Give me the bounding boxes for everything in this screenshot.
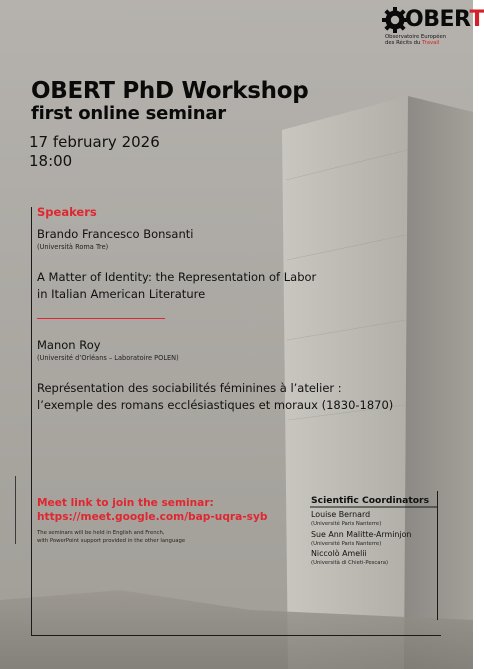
- speaker-name: Manon Roy: [37, 338, 101, 352]
- speaker-affiliation: (Université d’Orléans – Laboratoire POLEN): [37, 354, 179, 362]
- meeting-link[interactable]: https://meet.google.com/bap-uqra-syb: [37, 511, 268, 523]
- bottom-frame-line: [31, 635, 441, 636]
- coordinator-name: Louise Bernard: [311, 510, 371, 519]
- coordinator-name: Sue Ann Malitte-Arminjon: [311, 530, 412, 539]
- coordinator-affiliation: (Université Paris Nanterre): [311, 521, 382, 527]
- poster-title: OBERT PhD Workshop: [31, 78, 309, 104]
- event-time: 18:00: [29, 152, 73, 170]
- speaker-name: Brando Francesco Bonsanti: [37, 227, 194, 241]
- talk-title: Représentation des sociabilités féminines à l’atelier : l’exemple des romans ecclésiastiques et moraux (1830-1870): [37, 381, 394, 412]
- speaker-divider: [37, 318, 165, 319]
- margin-accent-line: [15, 476, 16, 544]
- coordinator-name: Niccolò Amelii: [311, 549, 367, 558]
- meeting-info: [37, 496, 267, 524]
- logo-subtitle: Observatoire Européen des Récits du Travail: [385, 34, 447, 46]
- obert-logo: [381, 6, 484, 48]
- meeting-label: Meet link to join the seminar:: [37, 497, 214, 509]
- coordinator-affiliation: (Université Paris Nanterre): [311, 541, 382, 547]
- event-date: 17 february 2026: [29, 133, 160, 151]
- speaker-affiliation: (Università Roma Tre): [37, 243, 109, 251]
- coordinator-affiliation: (Università di Chieti-Pescara): [311, 560, 389, 566]
- talk-title: A Matter of Identity: the Representation of Labor in Italian American Literature: [37, 270, 317, 301]
- speakers-heading: Speakers: [37, 205, 97, 219]
- poster-subtitle: first online seminar: [31, 103, 226, 124]
- coordinators-heading: Scientific Coordinators: [311, 495, 430, 506]
- logo-wordmark: OBERT: [405, 7, 484, 32]
- language-note: The seminars will be held in English and French, with PowerPoint support provided in the other language: [37, 530, 186, 544]
- left-frame-line: [31, 207, 32, 636]
